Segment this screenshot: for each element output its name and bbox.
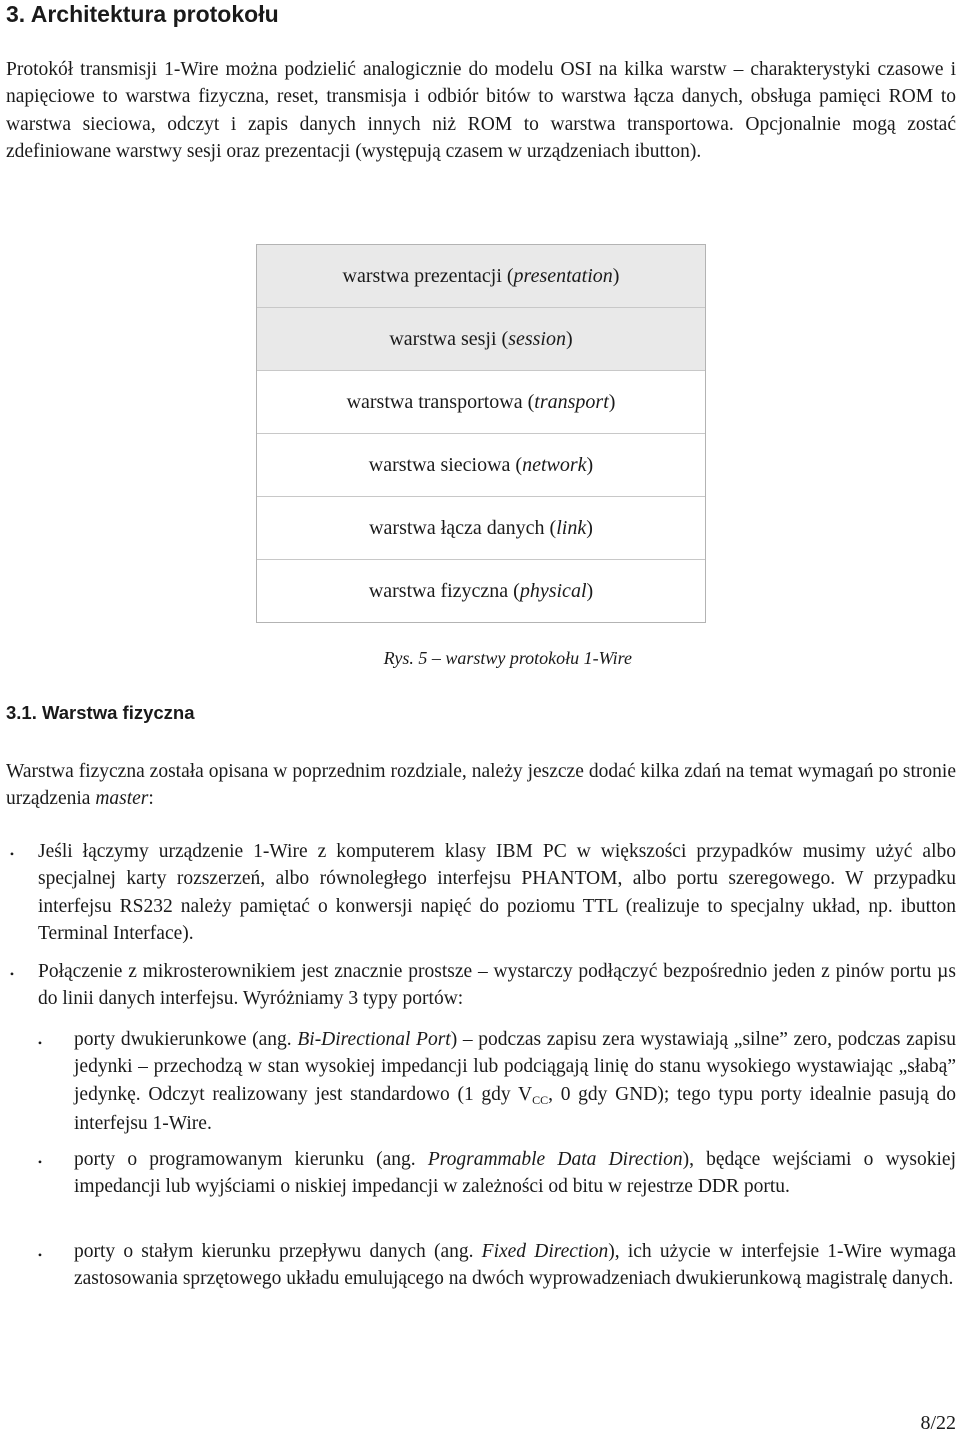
port-text: porty o stałym kierunku przepływu danych (ang. bbox=[74, 1241, 482, 1262]
port-term: Fixed Direction bbox=[481, 1241, 609, 1262]
vcc-subscript: CC bbox=[532, 1092, 549, 1107]
section-title: 3. Architektura protokołu bbox=[6, 1, 279, 27]
layer-presentation bbox=[257, 245, 705, 307]
layer-paren: ) bbox=[586, 516, 593, 539]
layer-label: warstwa prezentacji ( bbox=[342, 264, 514, 287]
osi-layer-diagram bbox=[256, 244, 706, 623]
subsection-intro bbox=[6, 758, 956, 813]
port-text: ), będące wejściami o wysokiej impedancji lub wyjściami o niskiej impedancji w zależności od bitu w rejestrze DDR portu. bbox=[74, 1149, 956, 1198]
page-number: 8/22 bbox=[920, 1412, 956, 1434]
port-text: ), ich użycie w interfejsie 1-Wire wymaga zastosowania sprzętowego układu emulującego na dwóch wyprowadzeniach dwukierunkową magistralę danych. bbox=[74, 1241, 956, 1290]
layer-english-name: link bbox=[556, 516, 587, 539]
port-text: porty o programowanym kierunku (ang. bbox=[74, 1149, 428, 1170]
subsection-intro-colon: : bbox=[148, 788, 154, 810]
layer-paren: ) bbox=[612, 264, 620, 287]
intro-paragraph: Protokół transmisji 1-Wire można podzielić analogicznie do modelu OSI na kilka warstw – charakterystyki czasowe i napięciowe to warstwa fizyczna, reset, transmisja i odbiór bitów to warstwa łącza danych, obsługa pamięci ROM to warstwa sieciowa, odczyt i zapis danych innych niż ROM to warstwa transportowa. Opcjonalnie mogą zostać zdefiniowane warstwy sesji oraz prezentacji (występują czasem w urządzeniach ibutton). bbox=[6, 59, 956, 162]
port-text: , 0 gdy GND); tego typu porty idealnie pasują do interfejsu 1-Wire. bbox=[74, 1083, 956, 1134]
layer-english-name: transport bbox=[534, 390, 609, 413]
layer-english-name: presentation bbox=[513, 264, 613, 287]
list-item-programmable-port bbox=[74, 1146, 956, 1201]
subsection-intro-text: Warstwa fizyczna została opisana w poprzednim rozdziale, należy jeszcze dodać kilka zdań na temat wymagań po stronie urządzenia bbox=[6, 761, 956, 810]
layer-label: warstwa sesji ( bbox=[389, 327, 509, 350]
port-text: ) – podczas zapisu zera wystawiają „silne” zero, podczas zapisu jedynki – przechodzą w stan wysokiej impedancji lub podciągają linię do stanu wysokiego wystawiając „słabą” jedynkę. Odczyt realizowany jest standardowo (1 gdy V bbox=[74, 1029, 957, 1105]
layer-paren: ) bbox=[565, 327, 573, 350]
layer-paren: ) bbox=[586, 579, 594, 602]
list-item-microcontroller: Połączenie z mikrosterownikiem jest znacznie prostsze – wystarczy podłączyć bezpośrednio jeden z pinów portu µs do linii danych interfejsu. Wyróżniamy 3 typy portów: bbox=[38, 961, 956, 1010]
layer-link bbox=[257, 496, 705, 559]
list-item-bidirectional-port bbox=[74, 1026, 956, 1137]
layer-network bbox=[257, 433, 705, 496]
layer-label: warstwa fizyczna ( bbox=[368, 579, 520, 602]
layer-session bbox=[257, 307, 705, 370]
layer-english-name: session bbox=[508, 327, 566, 350]
bullet-icon: • bbox=[9, 967, 15, 981]
layer-label: warstwa sieciowa ( bbox=[368, 453, 523, 476]
layer-english-name: network bbox=[522, 453, 587, 476]
port-text: porty dwukierunkowe (ang. bbox=[74, 1029, 298, 1050]
bullet-icon: • bbox=[37, 1155, 43, 1169]
layer-label: warstwa łącza danych ( bbox=[369, 516, 557, 539]
subsection-title: 3.1. Warstwa fizyczna bbox=[6, 702, 195, 723]
layer-paren: ) bbox=[586, 453, 594, 476]
figure-caption: Rys. 5 – warstwy protokołu 1-Wire bbox=[383, 648, 632, 668]
bullet-icon: • bbox=[37, 1036, 43, 1050]
port-term: Bi-Directional Port bbox=[297, 1029, 451, 1050]
layer-english-name: physical bbox=[519, 579, 587, 602]
bullet-icon: • bbox=[37, 1248, 43, 1262]
layer-transport bbox=[257, 370, 705, 433]
list-item-fixed-direction-port bbox=[74, 1238, 956, 1293]
master-term: master bbox=[95, 788, 149, 810]
layer-physical bbox=[257, 559, 705, 622]
list-item-ibm-pc: Jeśli łączymy urządzenie 1-Wire z komputerem klasy IBM PC w większości przypadków musimy użyć albo specjalnej karty rozszerzeń, albo równoległego interfejsu PHANTOM, albo portu szeregowego. W przypadku interfejsu RS232 należy pamiętać o konwersji napięć do poziomu TTL (realizuje to specjalny układ, np. ibutton Terminal Interface). bbox=[38, 841, 956, 944]
bullet-icon: • bbox=[9, 847, 15, 861]
layer-paren: ) bbox=[608, 390, 616, 413]
layer-label: warstwa transportowa ( bbox=[346, 390, 535, 413]
port-term: Programmable Data Direction bbox=[427, 1149, 683, 1170]
